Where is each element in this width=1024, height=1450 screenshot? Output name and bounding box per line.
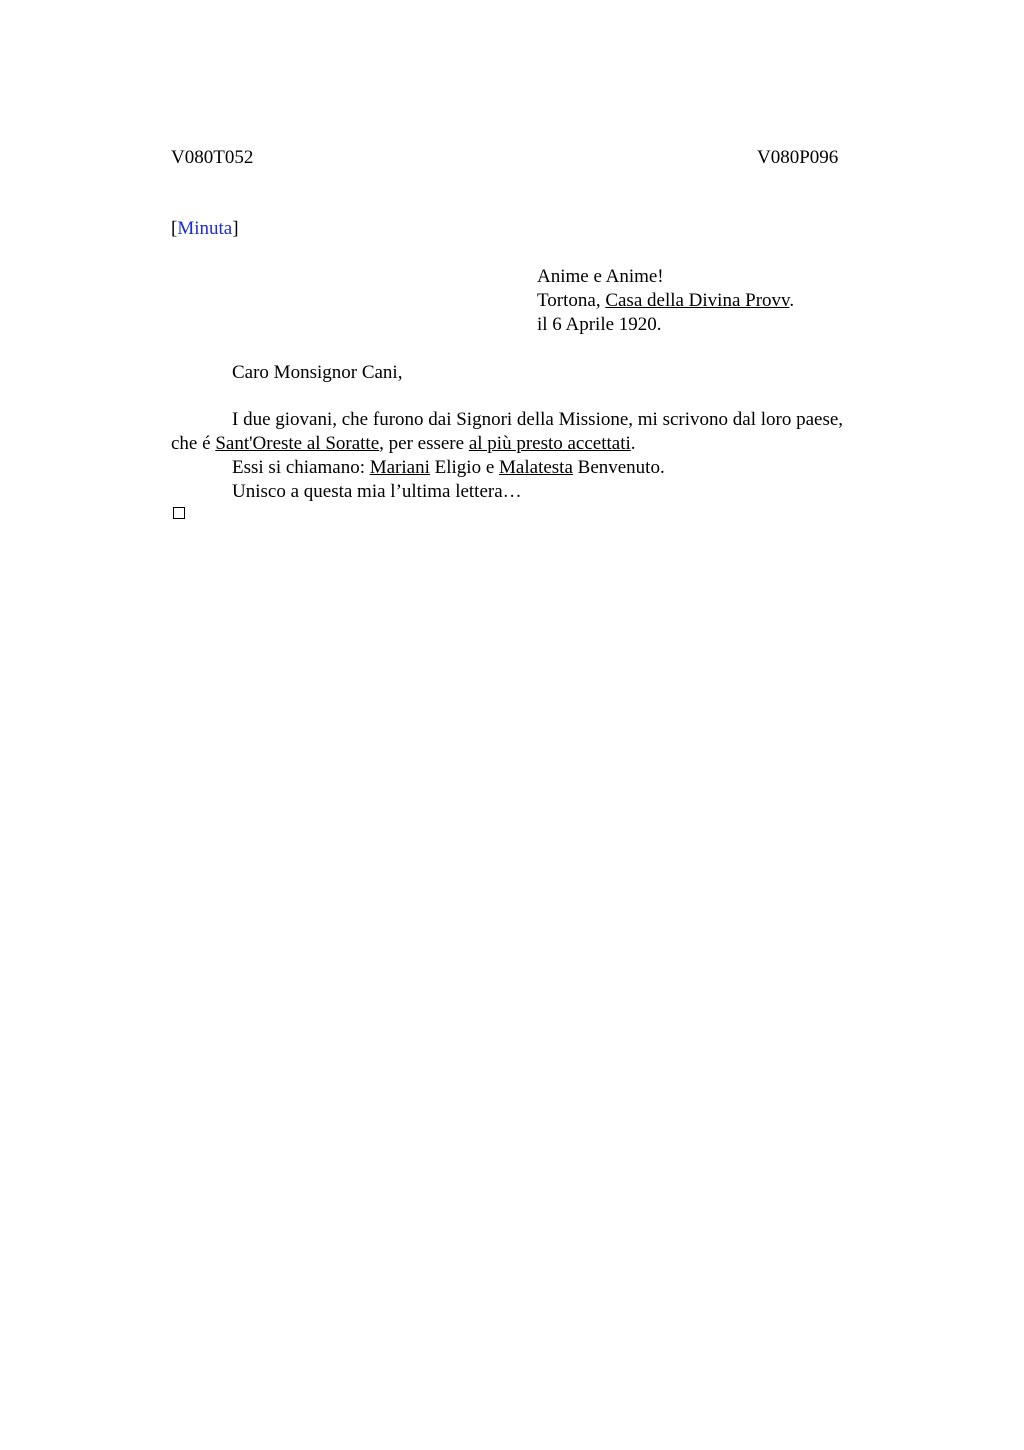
paragraph-1-line-2	[171, 432, 901, 456]
minuta-label: Minuta	[177, 218, 233, 239]
text-run: Benvenuto.	[572, 457, 665, 478]
text-run: Eligio e	[429, 457, 500, 478]
square-box-icon	[173, 507, 185, 519]
paragraph-3: Unisco a questa mia l’ultima lettera…	[232, 481, 522, 502]
underlined-surname: Mariani	[369, 457, 430, 478]
text-run: Essi si chiamano:	[232, 457, 370, 478]
header-left-code: V080T052	[171, 147, 254, 168]
text-run: .	[630, 433, 636, 454]
paragraph-1-line-1: I due giovani, che furono dai Signori della Missione, mi scrivono dal loro paese,	[232, 409, 844, 430]
dateline-motto: Anime e Anime!	[537, 266, 664, 287]
minuta-note	[171, 217, 239, 241]
header-right-code: V080P096	[757, 147, 839, 168]
paragraph-2	[232, 456, 665, 480]
place-underlined: Casa della Divina Provv	[605, 290, 790, 311]
dateline-date: il 6 Aprile 1920.	[537, 314, 662, 335]
underlined-place: Sant'Oreste al Soratte	[215, 433, 380, 454]
dateline-place	[537, 289, 794, 313]
underlined-surname: Malatesta	[499, 457, 573, 478]
salutation: Caro Monsignor Cani,	[232, 362, 403, 383]
place-prefix: Tortona,	[537, 290, 606, 311]
bracket-open: [	[171, 218, 178, 239]
place-suffix: .	[789, 290, 795, 311]
underlined-phrase: al più presto accettati	[468, 433, 631, 454]
bracket-close: ]	[232, 218, 239, 239]
text-run: , per essere	[379, 433, 469, 454]
text-run: che é	[171, 433, 216, 454]
